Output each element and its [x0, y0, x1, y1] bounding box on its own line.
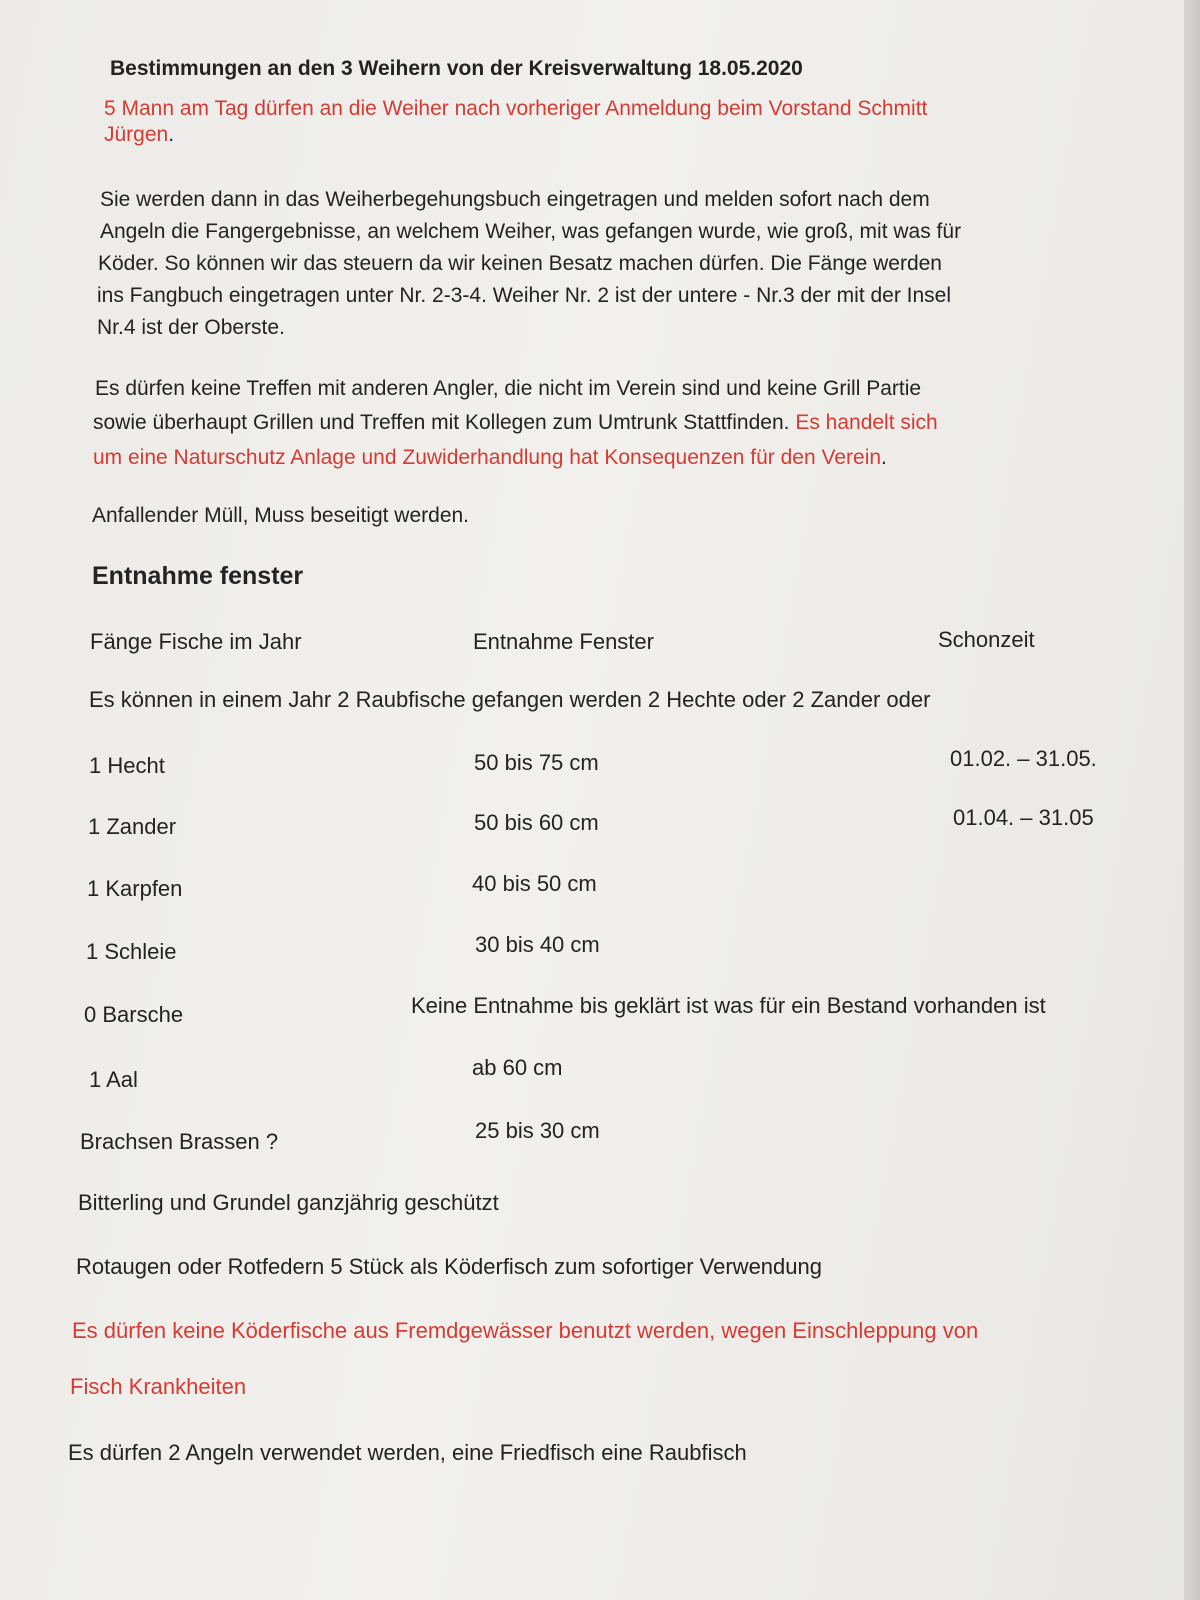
row-aal-window: ab 60 cm [472, 1055, 563, 1080]
paragraph2-line-1: Sie werden dann in das Weiherbegehungsbuch eingetragen und melden sofort nach dem [100, 188, 930, 211]
row-hecht-closed: 01.02. – 31.05. [950, 746, 1097, 771]
paragraph3-line-2-black: sowie überhaupt Grillen und Treffen mit Kollegen zum Umtrunk Stattfinden. [93, 411, 796, 434]
row-zander-fish: 1 Zander [88, 814, 177, 839]
paragraph3-line-2-red: Es handelt sich [795, 411, 938, 434]
bait-note: Rotaugen oder Rotfedern 5 Stück als Köderfisch zum sofortiger Verwendung [76, 1254, 822, 1279]
row-zander-window: 50 bis 60 cm [474, 810, 599, 835]
row-karpfen-window: 40 bis 50 cm [472, 871, 597, 896]
row-schleie-fish: 1 Schleie [86, 939, 177, 964]
foreign-bait-warning-line-1: Es dürfen keine Köderfische aus Fremdgewässer benutzt werden, wegen Einschleppung von [72, 1318, 979, 1343]
row-brachsen-fish: Brachsen Brassen ? [80, 1129, 279, 1154]
row-aal-fish: 1 Aal [89, 1067, 138, 1092]
paragraph3-line-3-end: . [881, 446, 887, 469]
paragraph3-line-1: Es dürfen keine Treffen mit anderen Angler, die nicht im Verein sind und keine Grill Partie [95, 377, 922, 400]
paragraph3-line-3-red: um eine Naturschutz Anlage und Zuwiderhandlung hat Konsequenzen für den Verein [93, 446, 882, 469]
section-heading: Entnahme fenster [92, 562, 304, 590]
document-title: Bestimmungen an den 3 Weihern von der Kreisverwaltung 18.05.2020 [110, 57, 803, 80]
header-catches: Fänge Fische im Jahr [90, 629, 302, 654]
intro-line-2 [104, 118, 174, 152]
row-zander-closed: 01.04. – 31.05 [953, 805, 1094, 830]
header-closed-season: Schonzeit [938, 627, 1035, 652]
paragraph3-line-2 [93, 406, 938, 440]
row-brachsen-window: 25 bis 30 cm [475, 1118, 600, 1143]
garbage-note: Anfallender Müll, Muss beseitigt werden. [92, 504, 470, 527]
protected-note: Bitterling und Grundel ganzjährig geschützt [78, 1190, 499, 1215]
row-karpfen-fish: 1 Karpfen [87, 876, 183, 901]
row-hecht-window: 50 bis 75 cm [474, 750, 599, 775]
row-barsche-fish: 0 Barsche [84, 1002, 184, 1027]
paragraph2-line-2: Angeln die Fangergebnisse, an welchem Weiher, was gefangen wurde, wie groß, mit was für [100, 220, 962, 243]
predator-note: Es können in einem Jahr 2 Raubfische gefangen werden 2 Hechte oder 2 Zander oder [89, 687, 931, 712]
page-edge [1184, 0, 1200, 1600]
paragraph3-line-3 [93, 441, 887, 475]
row-hecht-fish: 1 Hecht [89, 753, 165, 778]
paragraph2-line-3: Köder. So können wir das steuern da wir keinen Besatz machen dürfen. Die Fänge werden [98, 252, 942, 275]
foreign-bait-warning-line-2: Fisch Krankheiten [70, 1374, 247, 1399]
intro-line-2-end: . [168, 123, 175, 146]
rods-note: Es dürfen 2 Angeln verwendet werden, eine Friedfisch eine Raubfisch [68, 1440, 747, 1465]
row-barsche-window: Keine Entnahme bis geklärt ist was für ein Bestand vorhanden ist [411, 993, 1046, 1018]
row-schleie-window: 30 bis 40 cm [475, 932, 600, 957]
paragraph2-line-5: Nr.4 ist der Oberste. [97, 316, 285, 339]
intro-line-1: 5 Mann am Tag dürfen an die Weiher nach vorheriger Anmeldung beim Vorstand Schmitt [104, 97, 928, 120]
header-window: Entnahme Fenster [473, 629, 654, 654]
intro-line-2-red: Jürgen [104, 123, 169, 146]
paragraph2-line-4: ins Fangbuch eingetragen unter Nr. 2-3-4. Weiher Nr. 2 ist der untere - Nr.3 der mit der Insel [97, 284, 952, 307]
